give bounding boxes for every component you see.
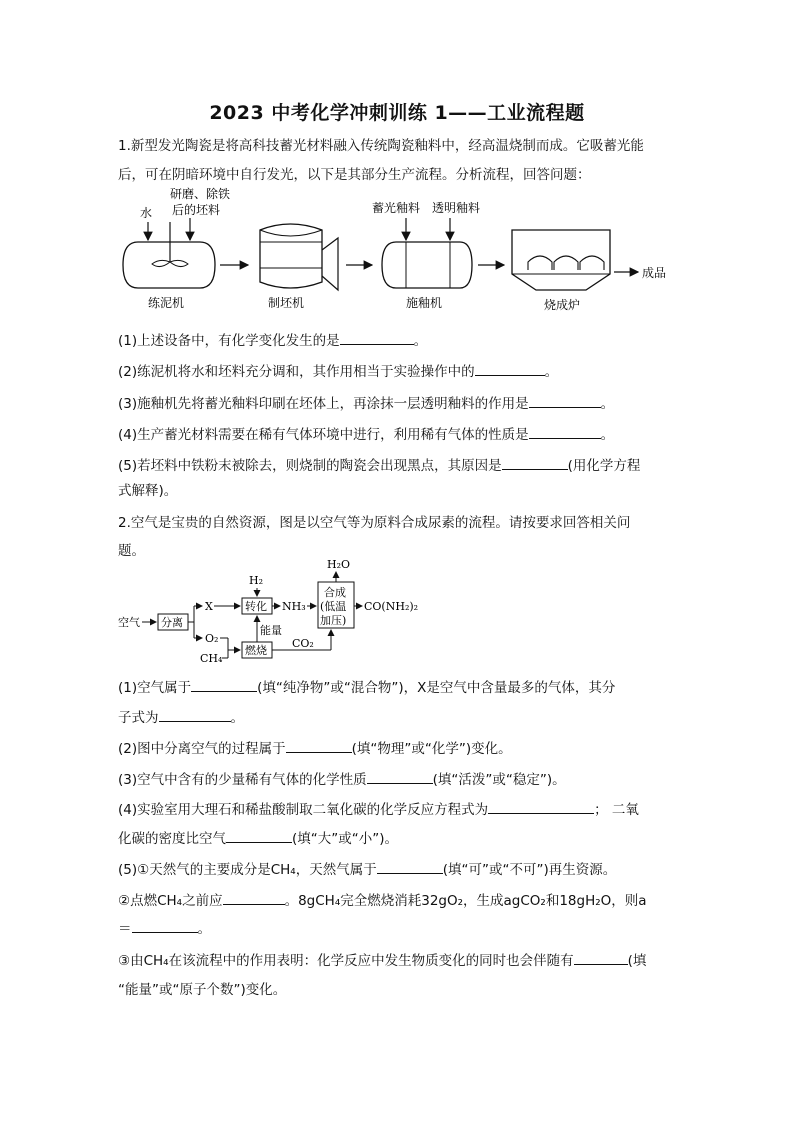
q2-s5-text: (5)①天然气的主要成分是CH₄，天然气属于 <box>118 862 377 878</box>
page-title: 2023 中考化学冲刺训练 1——工业流程题 <box>209 102 585 124</box>
glaze-transparent-label: 透明釉料 <box>432 201 481 215</box>
q2-s4-l2-text: 化碳的密度比空气 <box>118 831 226 847</box>
q1-s5-line2: 式解释)。 <box>118 483 178 499</box>
nh3-label: NH₃ <box>282 600 306 613</box>
answer-blank[interactable] <box>367 769 433 784</box>
q2-s5-end: (填“可”或“不可”)再生资源。 <box>442 862 617 878</box>
q1-s3 <box>118 393 678 414</box>
answer-blank[interactable] <box>488 799 594 814</box>
air-label: 空气 <box>118 616 140 629</box>
q2-intro-line1: 2.空气是宝贵的自然资源，图是以空气等为原料合成尿素的流程。请按要求回答相关问 <box>118 515 631 531</box>
urea-label: CO(NH₂)₂ <box>364 600 419 613</box>
q2-s5c-text: ③由CH₄在该流程中的作用表明：化学反应中发生物质变化的同时也会伴随有 <box>118 953 574 969</box>
blank-maker-label: 制坯机 <box>268 296 305 310</box>
ch4-label: CH₄ <box>200 652 223 665</box>
separate-label: 分离 <box>161 616 183 629</box>
q2-s5b-l2-text: ＝ <box>118 921 132 937</box>
answer-blank[interactable] <box>132 918 198 933</box>
q1-s5 <box>118 455 678 476</box>
h2-label: H₂ <box>249 574 264 587</box>
q2-s2-text: (2)图中分离空气的过程属于 <box>118 741 286 757</box>
q1-s5-text: (5)若坯料中铁粉末被除去，则烧制的陶瓷会出现黑点，其原因是 <box>118 458 502 474</box>
q2-s3-text: (3)空气中含有的少量稀有气体的化学性质 <box>118 772 367 788</box>
blank-making-machine <box>260 224 338 290</box>
q1-intro-line2: 后，可在阴暗环境中自行发光，以下是其部分生产流程。分析流程，回答问题： <box>118 167 591 183</box>
grind-label-line1: 研磨、除铁 <box>170 187 231 201</box>
synthesis-label-line3: 加压) <box>320 614 347 627</box>
q2-s4 <box>118 799 678 820</box>
answer-blank[interactable] <box>574 950 628 965</box>
convert-label: 转化 <box>245 600 267 613</box>
answer-blank[interactable] <box>191 677 257 692</box>
q1-s2-end: 。 <box>544 364 559 380</box>
q2-urea-synthesis-diagram <box>116 554 426 670</box>
q1-s2 <box>118 361 678 382</box>
q1-s4-end: 。 <box>600 427 615 443</box>
q2-s2-end: (填“物理”或“化学”)变化。 <box>351 741 512 757</box>
answer-blank[interactable] <box>159 707 231 722</box>
x-label: X <box>205 600 213 613</box>
mixer-label: 练泥机 <box>148 296 185 310</box>
q2-s5c <box>118 950 678 971</box>
synthesis-label-line1: 合成 <box>324 586 346 599</box>
q2-s1-l2-text: 子式为 <box>118 710 159 726</box>
kiln-label: 烧成炉 <box>544 298 581 312</box>
q1-s1-end: 。 <box>413 333 428 349</box>
glazing-machine-label: 施釉机 <box>406 296 443 310</box>
product-label: 成品 <box>642 266 667 280</box>
q2-s5c-end: (填 <box>627 953 647 969</box>
q2-s1-l2-end: 。 <box>230 710 244 726</box>
q1-s4 <box>118 424 678 445</box>
q2-s1 <box>118 677 678 698</box>
answer-blank[interactable] <box>286 738 352 753</box>
q2-s3-end: (填“活泼”或“稳定”)。 <box>432 772 566 788</box>
q2-s5c-line2: “能量”或“原子个数”)变化。 <box>118 982 287 998</box>
q1-s5-end: (用化学方程 <box>567 458 641 474</box>
energy-label: 能量 <box>260 624 282 637</box>
q2-s2 <box>118 738 678 759</box>
water-label: 水 <box>140 206 153 220</box>
q2-s5b <box>118 890 678 911</box>
h2o-label: H₂O <box>327 558 351 571</box>
co2-label: CO₂ <box>292 637 314 650</box>
glazing-machine <box>382 242 472 288</box>
q2-s1-mid: (填“纯净物”或“混合物”)，X是空气中含量最多的气体，其分 <box>257 680 616 696</box>
q2-intro-line2: 题。 <box>118 543 145 559</box>
answer-blank[interactable] <box>340 330 414 345</box>
q2-s4-text: (4)实验室用大理石和稀盐酸制取二氧化碳的化学反应方程式为 <box>118 802 489 818</box>
grind-label-line2: 后的坯料 <box>172 203 221 217</box>
q2-s5 <box>118 859 678 880</box>
q2-s5b-l2-end: 。 <box>197 921 211 937</box>
q1-production-flow-diagram <box>110 182 680 320</box>
answer-blank[interactable] <box>475 361 545 376</box>
q1-s1-text: (1)上述设备中，有化学变化发生的是 <box>118 333 340 349</box>
answer-blank[interactable] <box>529 393 601 408</box>
burn-label: 燃烧 <box>245 644 267 657</box>
q2-s5b-line2 <box>118 918 678 939</box>
q1-s3-text: (3)施釉机先将蓄光釉料印刷在坯体上，再涂抹一层透明釉料的作用是 <box>118 396 529 412</box>
q1-intro-line1: 1.新型发光陶瓷是将高科技蓄光材料融入传统陶瓷釉料中，经高温烧制而成。它吸蓄光能 <box>118 138 644 154</box>
q2-s4-end: ； 二氧 <box>594 802 639 818</box>
q2-s4-l2-end: (填“大”或“小”)。 <box>292 831 399 847</box>
q2-s1-line2 <box>118 707 678 728</box>
q2-s4-line2 <box>118 828 678 849</box>
synthesis-label-line2: (低温 <box>320 600 347 613</box>
q1-s4-text: (4)生产蓄光材料需要在稀有气体环境中进行，利用稀有气体的性质是 <box>118 427 529 443</box>
answer-blank[interactable] <box>529 424 601 439</box>
answer-blank[interactable] <box>223 890 285 905</box>
q1-s2-text: (2)练泥机将水和坯料充分调和，其作用相当于实验操作中的 <box>118 364 475 380</box>
q2-s3 <box>118 769 678 790</box>
o2-label: O₂ <box>205 632 219 645</box>
answer-blank[interactable] <box>377 859 443 874</box>
answer-blank[interactable] <box>502 455 568 470</box>
q2-s5b-text: ②点燃CH₄之前应 <box>118 893 223 909</box>
q1-s3-end: 。 <box>600 396 615 412</box>
answer-blank[interactable] <box>226 828 292 843</box>
q1-s1 <box>118 330 678 351</box>
glaze-luminous-label: 蓄光釉料 <box>372 201 421 215</box>
mixer-machine <box>123 222 215 288</box>
q2-s1-text: (1)空气属于 <box>118 680 192 696</box>
kiln <box>512 230 610 290</box>
q2-s5b-end: 。8gCH₄完全燃烧消耗32gO₂，生成agCO₂和18gH₂O，则a <box>284 893 647 909</box>
